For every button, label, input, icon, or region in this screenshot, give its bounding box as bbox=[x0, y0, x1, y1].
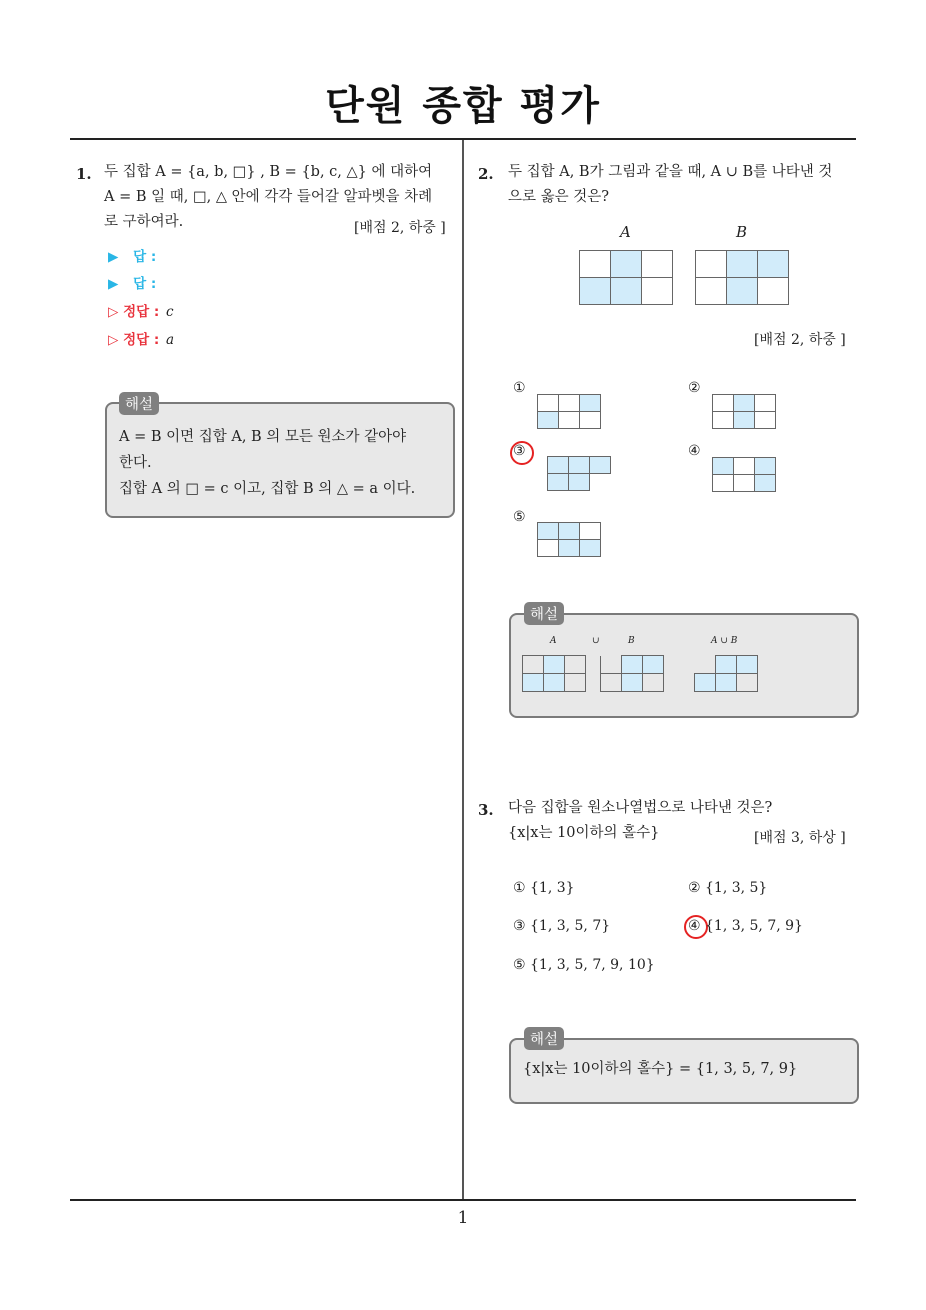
explanation-line: 한다. bbox=[119, 455, 152, 471]
explain-set-b-label: B bbox=[628, 636, 635, 646]
set-a-label: A bbox=[620, 223, 631, 241]
choice-4-diagram[interactable] bbox=[712, 457, 776, 492]
set-b-label: B bbox=[736, 223, 748, 241]
explain-set-a-diagram bbox=[522, 655, 586, 692]
answer-label: 답 : bbox=[133, 249, 157, 265]
question-2-score: [배점 2, 하중 ] bbox=[754, 332, 846, 348]
question-2-line: 으로 옳은 것은? bbox=[508, 189, 610, 205]
explanation-line: {x|x는 10이하의 홀수} = {1, 3, 5, 7, 9} bbox=[523, 1061, 798, 1077]
correct-label: 정답 : bbox=[123, 304, 160, 320]
choice-2[interactable]: ② {1, 3, 5} bbox=[688, 880, 768, 896]
play-icon: ▶ bbox=[108, 249, 119, 265]
page-title: 단원 종합 평가 bbox=[325, 83, 601, 129]
explanation-tag: 해설 bbox=[119, 392, 159, 415]
explain-union-label: A ∪ B bbox=[711, 636, 738, 646]
question-2-number: 2. bbox=[478, 165, 494, 183]
question-1-line: A = B 일 때, □, △ 안에 각각 들어갈 알파벳을 차례 bbox=[104, 189, 433, 205]
question-3-number: 3. bbox=[478, 801, 494, 819]
correct-label: 정답 : bbox=[123, 332, 160, 348]
choice-2-diagram[interactable] bbox=[712, 394, 776, 429]
correct-answer-row-2 bbox=[108, 328, 174, 348]
question-1-number: 1. bbox=[76, 165, 92, 183]
choice-5-diagram[interactable] bbox=[537, 522, 601, 557]
choice-5[interactable]: ⑤ {1, 3, 5, 7, 9, 10} bbox=[513, 957, 655, 973]
triangle-outline-icon: ▷ bbox=[108, 304, 119, 320]
answer-row-2[interactable] bbox=[108, 272, 156, 292]
question-3-line: {x|x는 10이하의 홀수} bbox=[508, 825, 660, 841]
question-2-line: 두 집합 A, B가 그림과 같을 때, A ∪ B를 나타낸 것 bbox=[508, 164, 833, 180]
question-3-score: [배점 3, 하상 ] bbox=[754, 830, 846, 846]
explanation-box-1 bbox=[105, 402, 455, 518]
set-b-diagram bbox=[695, 250, 789, 305]
explain-union-diagram bbox=[694, 655, 758, 692]
answer-row-1[interactable] bbox=[108, 245, 156, 265]
choice-1[interactable]: ① {1, 3} bbox=[513, 880, 575, 896]
question-2-text bbox=[508, 160, 860, 210]
choice-4-label[interactable]: ④ bbox=[688, 443, 701, 459]
explanation-tag: 해설 bbox=[524, 1027, 564, 1050]
choice-1-label[interactable]: ① bbox=[513, 380, 526, 396]
triangle-outline-icon: ▷ bbox=[108, 332, 119, 348]
choice-2-label[interactable]: ② bbox=[688, 380, 701, 396]
explanation-tag: 해설 bbox=[524, 602, 564, 625]
question-3-line: 다음 집합을 원소나열법으로 나타낸 것은? bbox=[508, 800, 773, 816]
explain-set-b-diagram bbox=[600, 655, 664, 692]
choice-1-diagram[interactable] bbox=[537, 394, 601, 429]
question-1-line: 두 집합 A = {a, b, □} , B = {b, c, △} 에 대하여 bbox=[104, 164, 433, 180]
choice-3[interactable]: ③ {1, 3, 5, 7} bbox=[513, 918, 611, 934]
correct-value: a bbox=[165, 332, 175, 348]
explain-union-symbol: ∪ bbox=[592, 636, 600, 646]
correct-value: c bbox=[165, 304, 174, 320]
explanation-line: A = B 이면 집합 A, B 의 모든 원소가 같아야 bbox=[119, 429, 407, 445]
answer-label: 답 : bbox=[133, 276, 157, 292]
page-number: 1 bbox=[457, 1208, 469, 1228]
question-1-line: 로 구하여라. bbox=[104, 214, 184, 230]
set-a-diagram bbox=[579, 250, 673, 305]
choice-4[interactable]: ④ {1, 3, 5, 7, 9} bbox=[688, 918, 803, 934]
question-1-score: [배점 2, 하중 ] bbox=[354, 220, 446, 236]
choice-3-diagram[interactable] bbox=[547, 456, 611, 491]
choice-3-label[interactable]: ③ bbox=[513, 443, 526, 459]
explanation-line: 집합 A 의 □ = c 이고, 집합 B 의 △ = a 이다. bbox=[119, 481, 416, 497]
column-divider bbox=[462, 140, 464, 1200]
choice-5-label[interactable]: ⑤ bbox=[513, 509, 526, 525]
correct-answer-row-1 bbox=[108, 300, 174, 320]
play-icon: ▶ bbox=[108, 276, 119, 292]
explain-set-a-label: A bbox=[550, 636, 557, 646]
footer-divider bbox=[70, 1199, 856, 1201]
